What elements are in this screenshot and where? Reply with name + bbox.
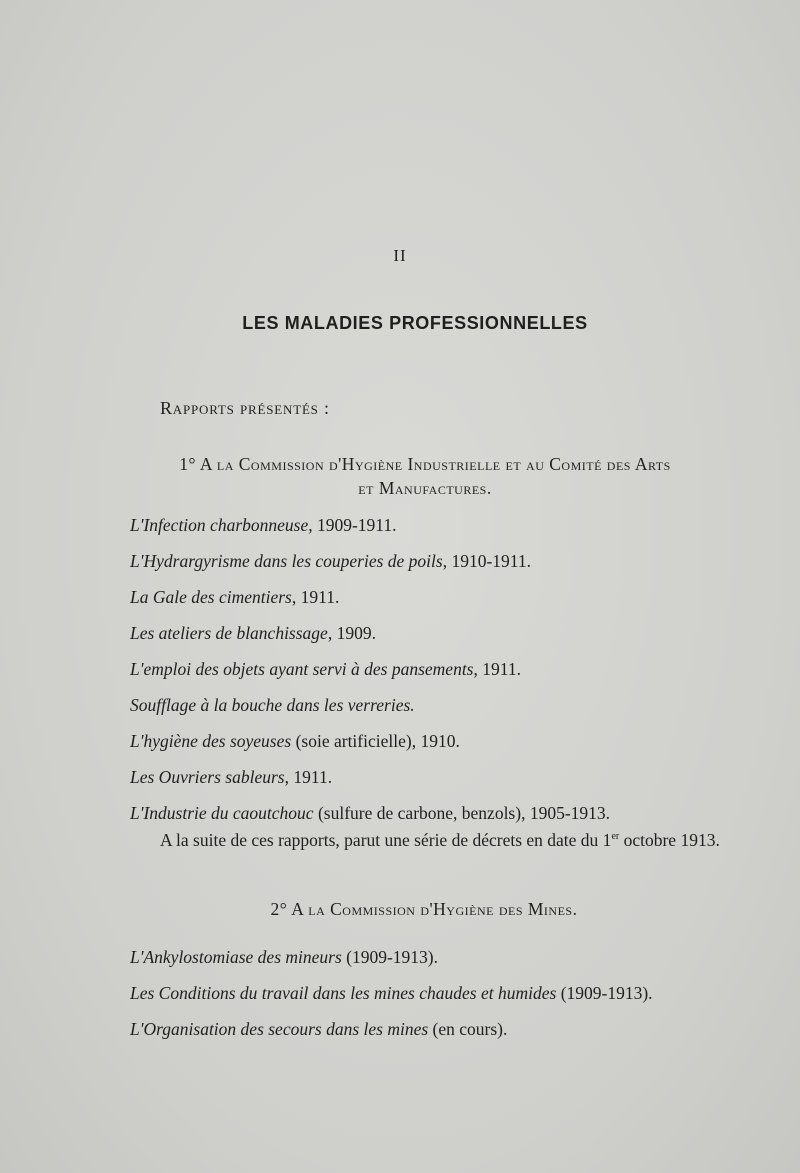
report-details: (sulfure de carbone, benzols), 1905-1913. <box>313 803 611 823</box>
decree-note-date: octobre 1913. <box>619 830 720 850</box>
report-details: , 1911. <box>473 659 521 679</box>
report-title: L'emploi des objets ayant servi à des pansements <box>130 659 474 679</box>
report-details: , 1909. <box>327 623 376 643</box>
section-1-heading-line-2: et Manufactures. <box>358 478 492 498</box>
report-entry <box>130 692 722 719</box>
report-details: , 1909-1911. <box>308 515 397 535</box>
report-entry <box>130 620 722 647</box>
report-details: , 1911. <box>291 587 340 607</box>
report-entry <box>130 584 722 611</box>
report-title: L'Industrie du caoutchouc <box>130 803 314 823</box>
report-title: L'hygiène des soyeuses <box>130 731 292 751</box>
decree-note <box>130 827 722 854</box>
report-details: , 1910-1911. <box>442 551 532 571</box>
report-details: (1909-1913). <box>556 983 653 1003</box>
report-title: L'Hydrargyrisme dans les couperies de poils <box>130 551 443 571</box>
report-entry <box>130 512 722 539</box>
section-1-heading-line-1: 1° A la Commission d'Hygiène Industrielle et au Comité des Arts <box>179 454 671 474</box>
section-1-heading <box>130 452 720 500</box>
chapter-number: II <box>393 246 407 265</box>
report-entry <box>130 728 722 755</box>
section-2-report-list <box>130 944 722 1052</box>
report-entry <box>130 656 722 683</box>
report-entry <box>130 1016 722 1043</box>
section-1-report-list <box>130 512 722 863</box>
reports-heading: Rapports présentés : <box>160 398 330 418</box>
report-details: (en cours). <box>428 1019 508 1039</box>
report-details: , 1911. <box>284 767 333 787</box>
report-details: (1909-1913). <box>341 947 439 967</box>
report-title: L'Ankylostomiase des mineurs <box>130 947 342 967</box>
report-title: Les Conditions du travail dans les mines chaudes et humides <box>130 983 557 1003</box>
decree-note-ordinal: er <box>611 831 620 843</box>
chapter-title: LES MALADIES PROFESSIONNELLES <box>242 313 588 333</box>
report-entry <box>130 800 722 854</box>
report-entry <box>130 764 722 791</box>
section-2-heading: 2° A la Commission d'Hygiène des Mines. <box>270 899 578 919</box>
report-title: Soufflage à la bouche dans les verreries. <box>130 695 415 715</box>
report-entry <box>130 944 722 971</box>
decree-note-text: A la suite de ces rapports, parut une série de décrets en date du 1 <box>160 830 612 850</box>
report-title: L'Organisation des secours dans les mines <box>130 1019 429 1039</box>
report-entry <box>130 980 722 1007</box>
report-title: Les Ouvriers sableurs <box>130 767 285 787</box>
report-entry <box>130 548 722 575</box>
report-title: La Gale des cimentiers <box>130 587 292 607</box>
report-details: (soie artificielle), 1910. <box>291 731 460 751</box>
report-title: L'Infection charbonneuse <box>130 515 309 535</box>
report-title: Les ateliers de blanchissage <box>130 623 328 643</box>
